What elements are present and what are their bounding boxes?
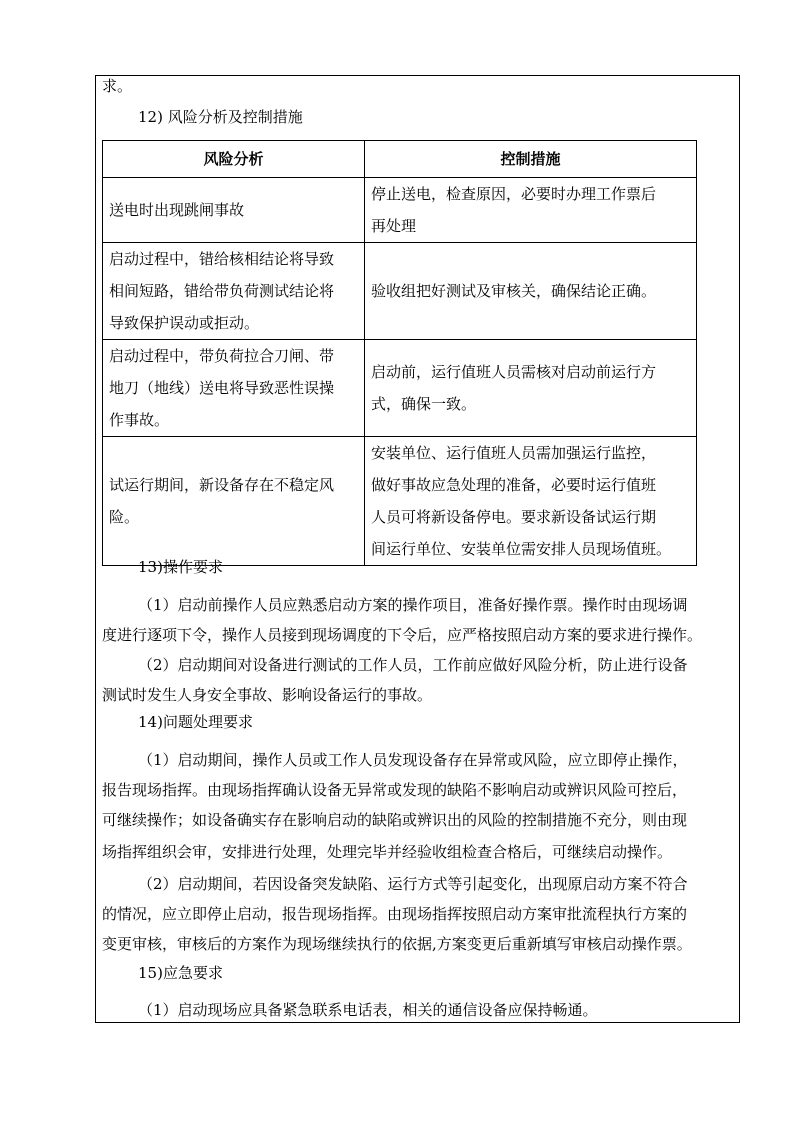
paragraph-line: 度进行逐项下令，操作人员接到现场调度的下令后，应严格按照启动方案的要求进行操作。 bbox=[102, 626, 703, 644]
header-risk-analysis: 风险分析 bbox=[103, 141, 365, 178]
paragraph-line: （2）启动期间，若因设备突发缺陷、运行方式等引起变化，出现原启动方案不符合 bbox=[138, 875, 688, 893]
header-control-measures: 控制措施 bbox=[365, 141, 697, 178]
cell-text-line: 险。 bbox=[109, 508, 140, 526]
cell-text-line: 送电时出现跳闸事故 bbox=[109, 201, 245, 219]
cell-text-line: 式，确保一致。 bbox=[371, 395, 477, 413]
table-row bbox=[103, 340, 697, 437]
table-row bbox=[103, 178, 697, 243]
control-cell bbox=[365, 178, 697, 243]
cell-text-line: 作事故。 bbox=[109, 411, 170, 429]
paragraph-line: 报告现场指挥。由现场指挥确认设备无异常或发现的缺陷不影响启动或辨识风险可控后， bbox=[102, 781, 688, 799]
paragraph-line: （1）启动现场应具备紧急联系电话表，相关的通信设备应保持畅通。 bbox=[138, 1001, 598, 1019]
paragraph-line: 测试时发生人身安全事故、影响设备运行的事故。 bbox=[102, 686, 433, 704]
table-header-row bbox=[103, 141, 697, 178]
table-row bbox=[103, 243, 697, 340]
cell-text-line: 验收组把好测试及审核关，确保结论正确。 bbox=[371, 282, 657, 300]
cell-text-line: 停止送电，检查原因，必要时办理工作票后 bbox=[371, 185, 657, 203]
cell-text-line: 启动过程中，带负荷拉合刀闸、带 bbox=[109, 347, 335, 365]
risk-cell bbox=[103, 437, 365, 566]
risk-cell bbox=[103, 340, 365, 437]
cell-text-line: 相间短路，错给带负荷测试结论将 bbox=[109, 282, 335, 300]
section-14-title: 14)问题处理要求 bbox=[138, 713, 253, 731]
paragraph-line: 场指挥组织会审，安排进行处理，处理完毕并经验收组检查合格后，可继续启动操作。 bbox=[102, 843, 673, 861]
cell-text-line: 地刀（地线）送电将导致恶性误操 bbox=[109, 379, 335, 397]
cell-text-line: 导致保护误动或拒动。 bbox=[109, 314, 260, 332]
control-cell bbox=[365, 243, 697, 340]
top-fragment: 求。 bbox=[102, 77, 133, 95]
cell-text-line: 启动过程中，错给核相结论将导致 bbox=[109, 250, 335, 268]
paragraph-line: 的情况，应立即停止启动，报告现场指挥。由现场指挥按照启动方案审批流程执行方案的 bbox=[102, 905, 688, 923]
paragraph-line: （2）启动期间对设备进行测试的工作人员，工作前应做好风险分析，防止进行设备 bbox=[138, 656, 688, 674]
risk-cell bbox=[103, 178, 365, 243]
table-row bbox=[103, 437, 697, 566]
cell-text-line: 人员可将新设备停电。要求新设备试运行期 bbox=[371, 508, 657, 526]
paragraph-line: （1）启动期间，操作人员或工作人员发现设备存在异常或风险，应立即停止操作， bbox=[138, 751, 688, 769]
risk-control-table bbox=[102, 140, 697, 566]
paragraph-line: 变更审核，审核后的方案作为现场继续执行的依据,方案变更后重新填写审核启动操作票。 bbox=[102, 935, 692, 953]
section-12-title: 12) 风险分析及控制措施 bbox=[138, 108, 303, 126]
section-13-title: 13)操作要求 bbox=[138, 558, 223, 576]
risk-cell bbox=[103, 243, 365, 340]
control-cell bbox=[365, 437, 697, 566]
section-15-title: 15)应急要求 bbox=[138, 964, 223, 982]
cell-text-line: 间运行单位、安装单位需安排人员现场值班。 bbox=[371, 540, 672, 558]
cell-text-line: 安装单位、运行值班人员需加强运行监控， bbox=[371, 444, 657, 462]
cell-text-line: 启动前，运行值班人员需核对启动前运行方 bbox=[371, 363, 657, 381]
cell-text-line: 试运行期间，新设备存在不稳定风 bbox=[109, 476, 335, 494]
cell-text-line: 做好事故应急处理的准备，必要时运行值班 bbox=[371, 476, 657, 494]
control-cell bbox=[365, 340, 697, 437]
cell-text-line: 再处理 bbox=[371, 217, 417, 235]
paragraph-line: （1）启动前操作人员应熟悉启动方案的操作项目，准备好操作票。操作时由现场调 bbox=[138, 596, 688, 614]
paragraph-line: 可继续操作；如设备确实存在影响启动的缺陷或辨识出的风险的控制措施不充分，则由现 bbox=[102, 811, 688, 829]
